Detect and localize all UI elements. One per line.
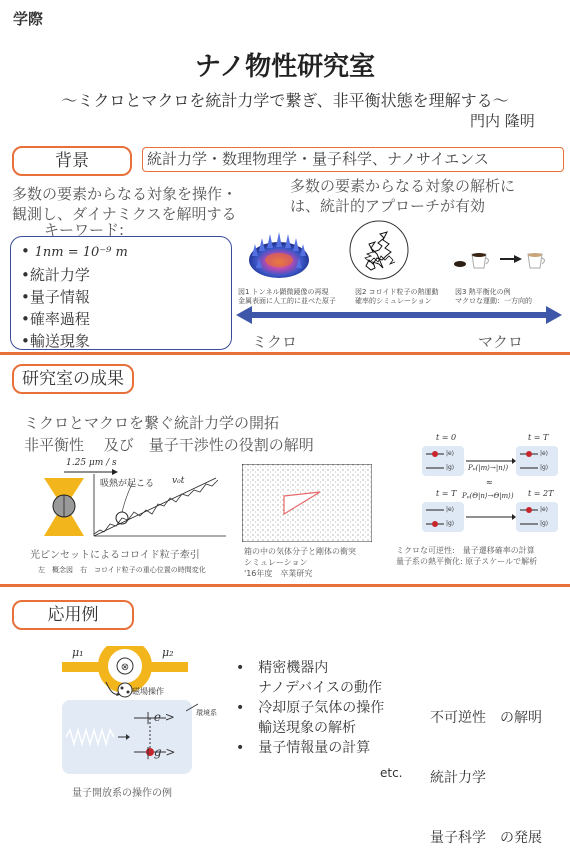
stm-image	[248, 226, 310, 282]
ket-g: |g⟩	[446, 464, 455, 471]
page-title: ナノ物性研究室	[194, 52, 376, 82]
application-item: • 量子情報量の計算	[236, 740, 371, 756]
page-subtitle: 〜ミクロとマクロを統計力学で繋ぎ、非平衡状態を理解する〜	[61, 91, 509, 110]
quantum-tT-2: t = T	[436, 489, 457, 498]
keyword-item: •統計力学	[21, 266, 90, 284]
keyword-label: キーワード:	[44, 221, 125, 239]
colloid-subcaption: 左 概念図 右 コロイド粒子の重心位置の時間変化	[38, 566, 206, 574]
gas-simulation	[242, 464, 372, 542]
environment-pointer	[186, 702, 200, 712]
colloid-vt: v₀t	[172, 476, 185, 486]
colloid-annotation: 吸熱が起こる	[100, 479, 155, 489]
scale-arrow	[234, 304, 564, 326]
keyword-item: •輸送現象	[21, 332, 90, 350]
ket-g: |g⟩	[540, 464, 549, 471]
author: 門内 隆明	[470, 112, 535, 130]
ket-e: |e⟩	[540, 450, 549, 457]
ket-e: |e⟩	[540, 506, 549, 513]
category-tag: 学際	[13, 10, 44, 28]
application-outcomes: 不可逆性 の解明 統計力学 量子科学 の発展	[430, 710, 542, 846]
mu2-label: μ₂	[162, 646, 174, 659]
level-e: | e >	[146, 710, 175, 724]
application-list: • 精密機器内 ナノデバイスの動作 • 冷却原子気体の操作 輸送現象の解析 • 量子情報量の計算	[236, 660, 385, 756]
random-walk-plot	[349, 218, 409, 284]
application-caption: 量子開放系の操作の例	[72, 788, 172, 799]
transition-prob-1: Pₚ(|m⟩→|n⟩)	[468, 464, 509, 472]
quantum-caption: ミクロな可逆性: 量子遷移確率の計算 量子系の熱平衡化: 原子スケールで解析	[396, 546, 538, 566]
application-item: • 精密機器内	[236, 660, 329, 676]
figure3-caption: 図3 熱平衡化の例 マクロな運動：一方向的	[455, 288, 532, 305]
ket-g: |g⟩	[540, 520, 549, 527]
quantum-tT: t = T	[528, 433, 549, 442]
section-heading-results: 研究室の成果	[12, 364, 134, 394]
quantum-t2T: t = 2T	[528, 489, 554, 498]
ket-e: |e⟩	[446, 450, 455, 457]
ket-g: |g⟩	[446, 520, 455, 527]
keyword-item: •確率過程	[21, 310, 90, 328]
quantum-t0: t = 0	[436, 433, 457, 442]
level-g: | g >	[146, 745, 176, 759]
background-right-text: 多数の要素からなる対象の解析に は、統計的アプローチが有効	[290, 177, 516, 215]
section-heading-background: 背景	[12, 146, 132, 176]
section-divider	[0, 584, 570, 587]
keyword-item: •量子情報	[21, 288, 90, 306]
keyword-box	[10, 236, 232, 350]
environment-label: 環境系	[196, 709, 217, 717]
keyword-item: • 1nm = 10⁻⁹ m	[21, 242, 128, 260]
colloid-speed: 1.25 μm / s	[66, 458, 117, 468]
results-line2: 非平衡性 及び 量子干渉性の役割の解明	[24, 436, 314, 454]
magnetic-label: 磁場操作	[132, 687, 164, 696]
background-left-text: 多数の要素からなる対象を操作・ 観測し、ダイナミクスを解明する	[12, 185, 238, 223]
figure1-caption: 図1 トンネル顕微鏡像の再現 金属表面に人工的に並べた原子	[238, 288, 336, 305]
results-line1: ミクロとマクロを繋ぐ統計力学の開拓	[24, 414, 280, 432]
section-heading-applications: 応用例	[12, 600, 134, 630]
figure2-caption: 図2 コロイド粒子の熱運動 確率的シミュレーション	[355, 288, 439, 305]
gas-caption: 箱の中の気体分子と剛体の衝突 シミュレーション '16年度 卒業研究	[244, 547, 356, 578]
application-item: • 冷却原子気体の操作	[236, 700, 385, 716]
svg-text:⊗: ⊗	[120, 662, 130, 673]
research-fields: 統計力学・数理物理学・量子科学、ナノサイエンス	[142, 147, 564, 172]
scale-label-micro: ミクロ	[252, 333, 298, 351]
section-divider	[0, 352, 570, 355]
mu1-label: μ₁	[72, 646, 84, 659]
colloid-caption: 光ピンセットによるコロイド粒子牽引	[30, 550, 200, 561]
transition-prob-2: Pₚ(Θ|n⟩→Θ|m⟩)	[462, 492, 514, 500]
scale-label-macro: マクロ	[478, 333, 524, 351]
etc-label: etc.	[380, 766, 403, 780]
ket-e: |e⟩	[446, 506, 455, 513]
approx-sign: ≈	[486, 478, 493, 487]
thermal-equilibrium-cups	[452, 244, 552, 274]
